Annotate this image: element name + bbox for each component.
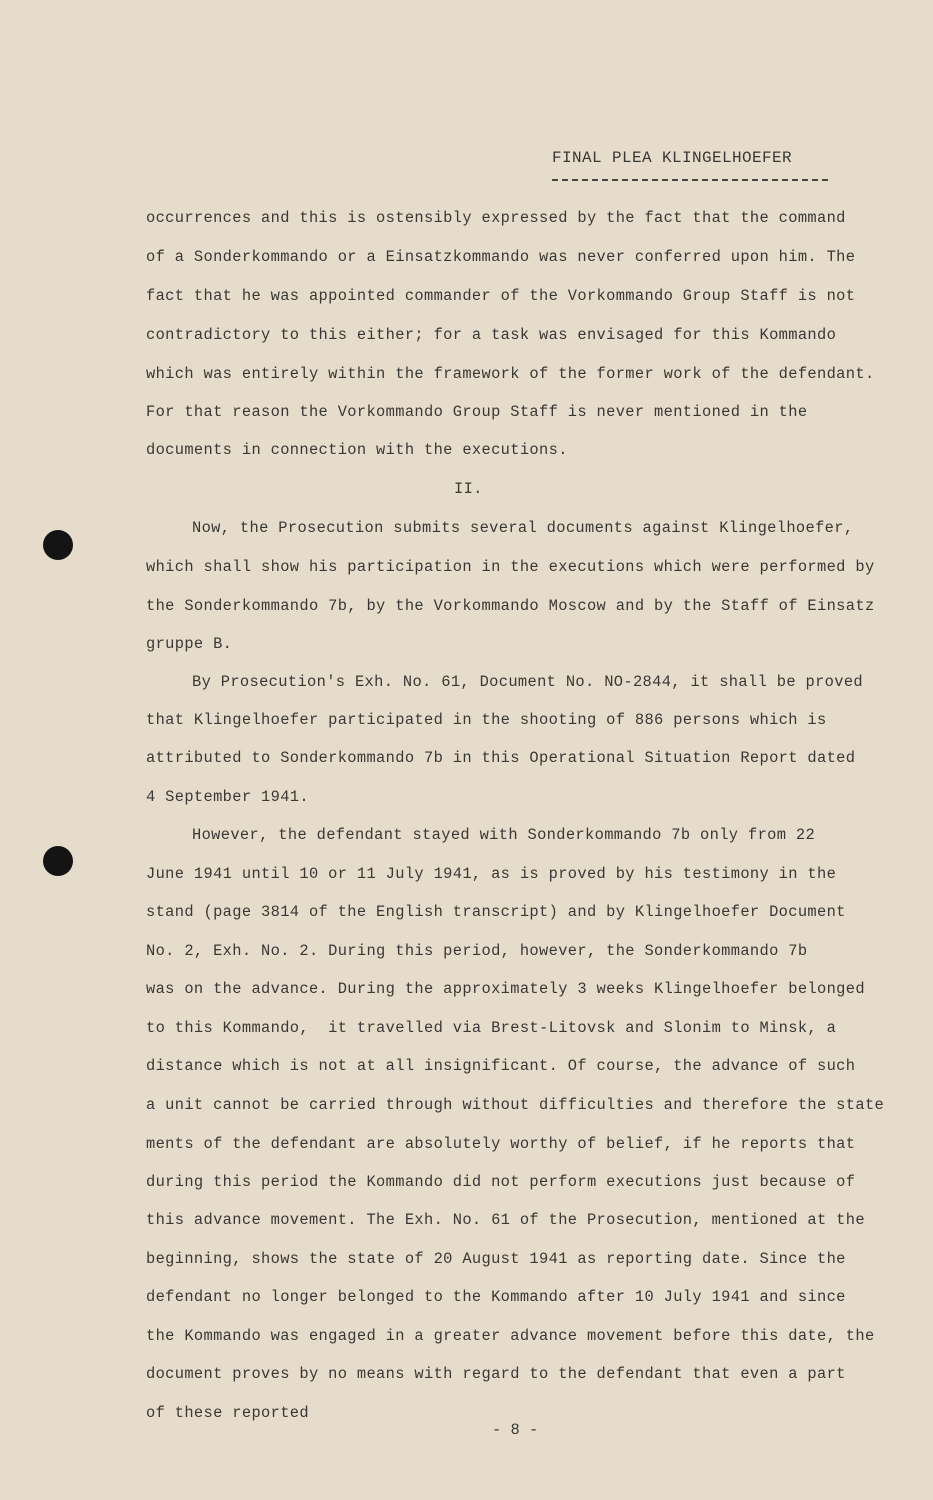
text-line: beginning, shows the state of 20 August 1941 as reporting date. Since the [146, 1250, 846, 1268]
text-line: documents in connection with the executions. [146, 441, 568, 459]
text-line: that Klingelhoefer participated in the shooting of 886 persons which is [146, 711, 827, 729]
text-line: June 1941 until 10 or 11 July 1941, as is proved by his testimony in the [146, 865, 837, 883]
text-line: ments of the defendant are absolutely worthy of belief, if he reports that [146, 1135, 856, 1153]
text-line: was on the advance. During the approximately 3 weeks Klingelhoefer belonged [146, 980, 865, 998]
text-line: attributed to Sonderkommando 7b in this Operational Situation Report dated [146, 749, 856, 767]
text-line: 4 September 1941. [146, 788, 309, 806]
text-line: a unit cannot be carried through without difficulties and therefore the state [146, 1096, 885, 1114]
text-line: However, the defendant stayed with Sonderkommando 7b only from 22 [192, 826, 816, 844]
text-line: the Sonderkommando 7b, by the Vorkommando Moscow and by the Staff of Einsatz [146, 597, 875, 615]
punch-hole-top [43, 530, 73, 560]
text-line: No. 2, Exh. No. 2. During this period, however, the Sonderkommando 7b [146, 942, 808, 960]
text-line: contradictory to this either; for a task was envisaged for this Kommando [146, 326, 837, 344]
text-line: which was entirely within the framework of the former work of the defendant. [146, 365, 875, 383]
punch-hole-bottom [43, 846, 73, 876]
text-line: which shall show his participation in the executions which were performed by [146, 558, 875, 576]
page-number: - 8 - [492, 1421, 539, 1439]
text-line: fact that he was appointed commander of the Vorkommando Group Staff is not [146, 287, 856, 305]
text-line: For that reason the Vorkommando Group Staff is never mentioned in the [146, 403, 808, 421]
page-header-title: FINAL PLEA KLINGELHOEFER [552, 149, 793, 167]
text-line: to this Kommando, it travelled via Brest-Litovsk and Slonim to Minsk, a [146, 1019, 837, 1037]
text-line: of these reported [146, 1404, 309, 1422]
text-line: By Prosecution's Exh. No. 61, Document No. NO-2844, it shall be proved [192, 673, 864, 691]
text-line: of a Sonderkommando or a Einsatzkommando was never conferred upon him. The [146, 248, 856, 266]
text-line: defendant no longer belonged to the Kommando after 10 July 1941 and since [146, 1288, 846, 1306]
text-line: distance which is not at all insignificant. Of course, the advance of such [146, 1057, 856, 1075]
text-line: document proves by no means with regard to the defendant that even a part [146, 1365, 846, 1383]
section-heading: II. [454, 480, 483, 498]
text-line: gruppe B. [146, 635, 233, 653]
text-line: during this period the Kommando did not perform executions just because of [146, 1173, 856, 1191]
header-dashed-underline [552, 179, 828, 181]
text-line: stand (page 3814 of the English transcript) and by Klingelhoefer Document [146, 903, 846, 921]
text-line: the Kommando was engaged in a greater advance movement before this date, the [146, 1327, 875, 1345]
text-line: occurrences and this is ostensibly expressed by the fact that the command [146, 209, 846, 227]
text-line: Now, the Prosecution submits several documents against Klingelhoefer, [192, 519, 854, 537]
text-line: this advance movement. The Exh. No. 61 of the Prosecution, mentioned at the [146, 1211, 865, 1229]
